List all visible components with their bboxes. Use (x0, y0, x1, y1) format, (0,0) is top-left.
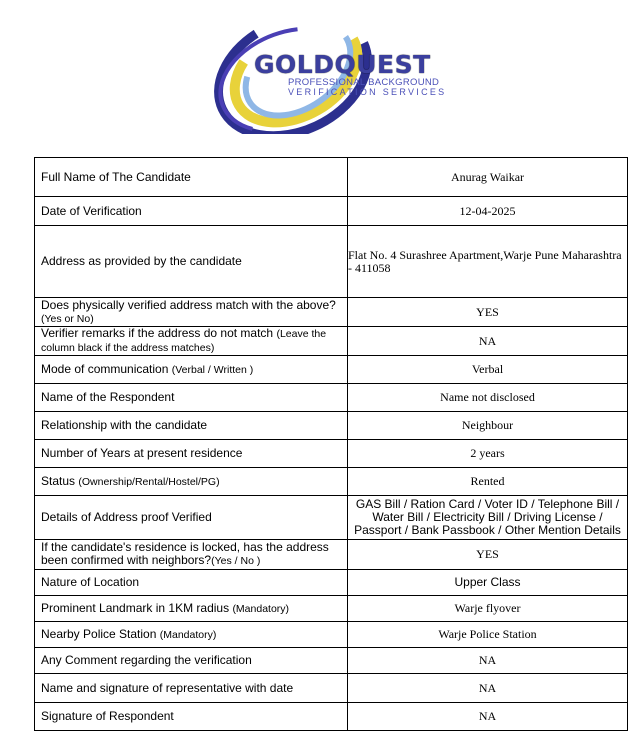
table-row (35, 158, 628, 197)
field-value: NA (348, 703, 628, 731)
table-row (35, 468, 628, 496)
field-value: Rented (348, 468, 628, 496)
table-row (35, 496, 628, 540)
table-row (35, 440, 628, 468)
verification-table (34, 157, 628, 731)
field-label: Details of Address proof Verified (35, 496, 348, 540)
table-row (35, 197, 628, 226)
field-label: Name of the Respondent (35, 384, 348, 412)
field-value: GAS Bill / Ration Card / Voter ID / Telephone Bill / Water Bill / Electricity Bill / Driving License / Passport / Bank Passbook / Other Mention Details (348, 496, 628, 540)
field-label: Number of Years at present residence (35, 440, 348, 468)
field-label: Relationship with the candidate (35, 412, 348, 440)
table-row (35, 298, 628, 327)
field-label: Address as provided by the candidate (35, 226, 348, 298)
brand-name: GOLDQUEST (254, 50, 431, 79)
table-row (35, 596, 628, 622)
table-row (35, 540, 628, 570)
brand-tagline-line2: VERIFICATION SERVICES (288, 87, 447, 97)
field-value: YES (348, 540, 628, 570)
table-row (35, 648, 628, 674)
field-value: Warje Police Station (348, 622, 628, 648)
table-row (35, 703, 628, 731)
field-label: Mode of communication (Verbal / Written ) (35, 356, 348, 384)
field-value: Upper Class (348, 570, 628, 596)
field-label: Does physically verified address match with the above? (Yes or No) (35, 298, 348, 327)
field-value: Anurag Waikar (348, 158, 628, 197)
table-row (35, 412, 628, 440)
field-value: 2 years (348, 440, 628, 468)
field-value: NA (348, 648, 628, 674)
brand-tagline-line1: PROFESSIONAL BACKGROUND (288, 77, 440, 88)
field-label: Nature of Location (35, 570, 348, 596)
field-label: If the candidate's residence is locked, has the address been confirmed with neighbors?(Yes / No ) (35, 540, 348, 570)
field-label: Prominent Landmark in 1KM radius (Mandatory) (35, 596, 348, 622)
table-row (35, 622, 628, 648)
field-label: Name and signature of representative with date (35, 674, 348, 703)
field-value: YES (348, 298, 628, 327)
field-label: Nearby Police Station (Mandatory) (35, 622, 348, 648)
field-value: NA (348, 674, 628, 703)
field-value: NA (348, 327, 628, 356)
field-label: Full Name of The Candidate (35, 158, 348, 197)
field-value: 12-04-2025 (348, 197, 628, 226)
field-label: Status (Ownership/Rental/Hostel/PG) (35, 468, 348, 496)
table-row (35, 384, 628, 412)
table-row (35, 356, 628, 384)
field-value: Verbal (348, 356, 628, 384)
field-value: Flat No. 4 Surashree Apartment,Warje Pune Maharashtra - 411058 (348, 226, 628, 298)
field-label: Verifier remarks if the address do not match (Leave the column black if the address matches) (35, 327, 348, 356)
table-row (35, 570, 628, 596)
table-row (35, 226, 628, 298)
field-value: Neighbour (348, 412, 628, 440)
field-value: Name not disclosed (348, 384, 628, 412)
field-label: Date of Verification (35, 197, 348, 226)
table-row (35, 674, 628, 703)
field-value: Warje flyover (348, 596, 628, 622)
field-label: Any Comment regarding the verification (35, 648, 348, 674)
field-label: Signature of Respondent (35, 703, 348, 731)
table-row (35, 327, 628, 356)
